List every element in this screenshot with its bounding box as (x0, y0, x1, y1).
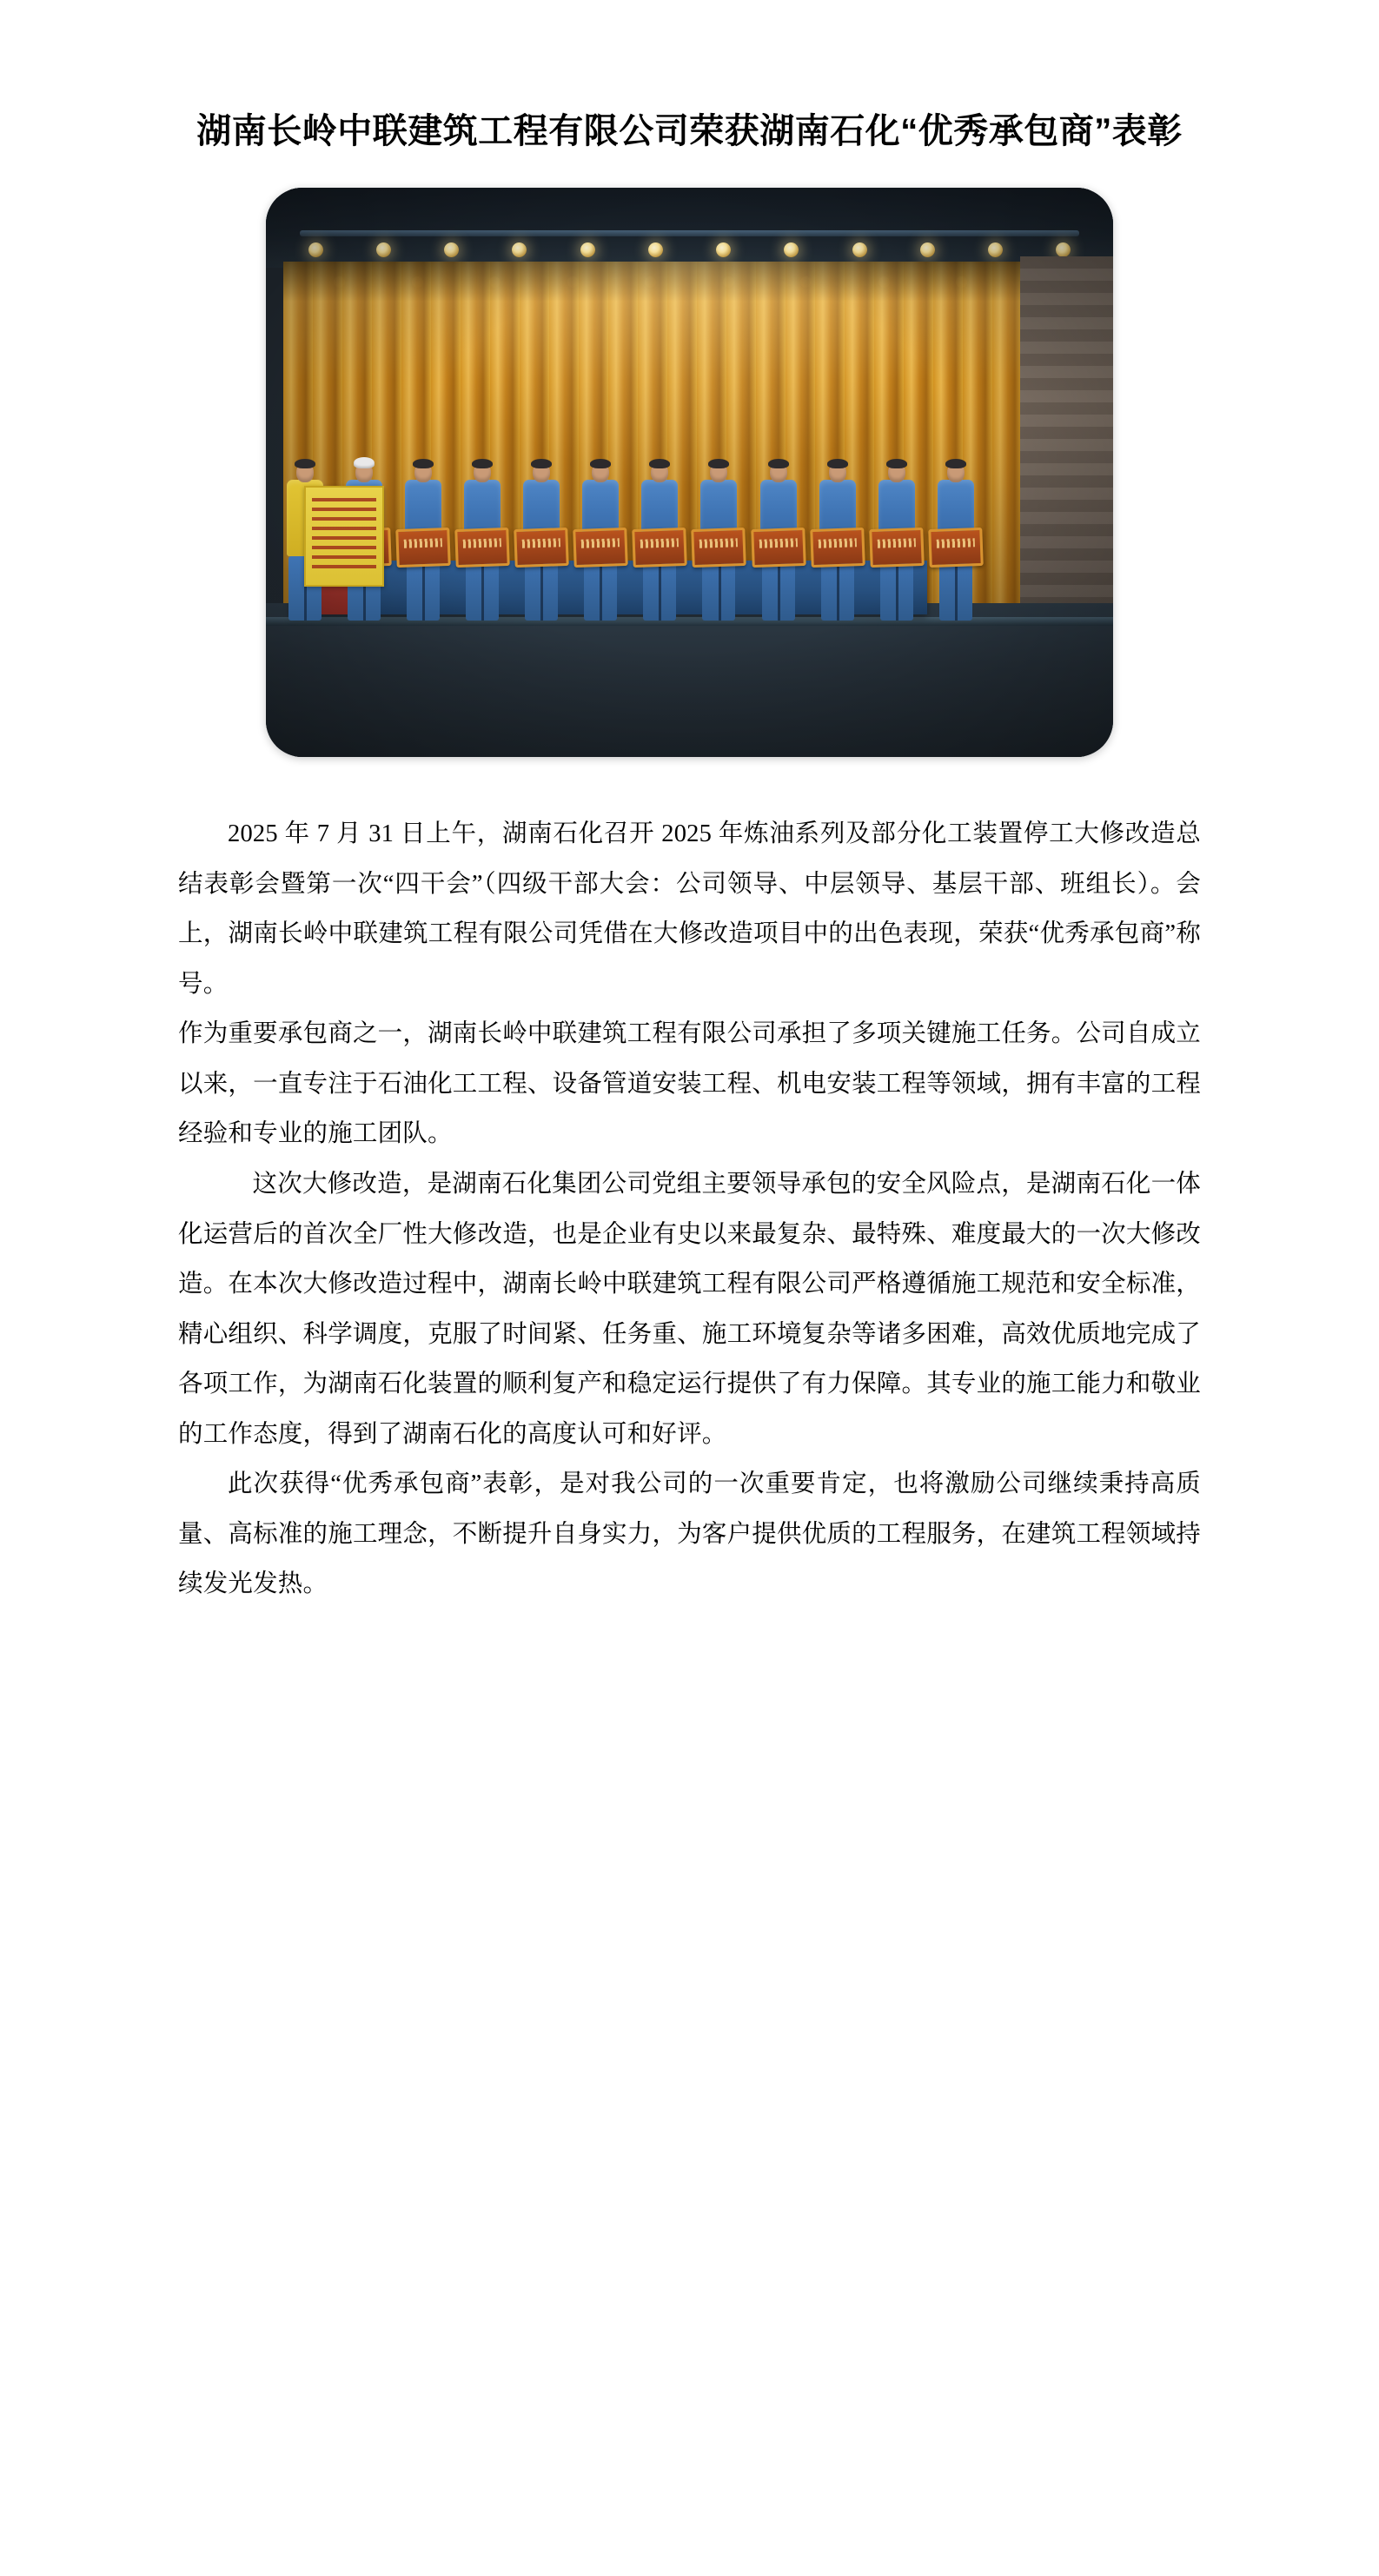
person-head (710, 462, 727, 482)
person-figure (520, 393, 563, 621)
stage-light-icon (512, 242, 527, 257)
person-figure (401, 393, 445, 621)
stage-light-icon (376, 242, 391, 257)
person-head (888, 462, 905, 482)
person-head (592, 462, 609, 482)
award-plaque (869, 528, 924, 568)
paragraph-2: 作为重要承包商之一，湖南长岭中联建筑工程有限公司承担了多项关键施工任务。公司自成立以来，一直专注于石油化工工程、设备管道安装工程、机电安装工程等领域，拥有丰富的工程经验和专业的施工团队。 (178, 1020, 1201, 1148)
stage-light-icon (988, 242, 1003, 257)
person-head (533, 462, 550, 482)
award-plaque (395, 528, 450, 568)
person-head (651, 462, 668, 482)
award-plaque (514, 528, 568, 568)
stage-light-icon (308, 242, 323, 257)
award-plaque (573, 528, 627, 568)
person-head (355, 462, 373, 482)
award-ceremony-photo (266, 188, 1113, 757)
photo-scene (266, 188, 1113, 757)
stage-light-icon (444, 242, 459, 257)
person-head (770, 462, 787, 482)
side-wall (1020, 256, 1113, 621)
award-plaque (928, 528, 983, 568)
stage-light-icon (784, 242, 799, 257)
stage-light-icon (580, 242, 595, 257)
stage-lights-row-1 (308, 239, 1071, 262)
award-plaque (692, 528, 746, 568)
stage-light-icon (920, 242, 935, 257)
person-head (474, 462, 491, 482)
person-figure (461, 393, 504, 621)
person-head (414, 462, 432, 482)
stage-floor (266, 603, 1113, 757)
award-plaque (810, 528, 865, 568)
person-figure (579, 393, 622, 621)
paragraph-4: 此次获得“优秀承包商”表彰，是对我公司的一次重要肯定，也将激励公司继续秉持高质量、高标准的施工理念，不断提升自身实力，为客户提供优质的工程服务，在建筑工程领域持续发光发热。 (178, 1471, 1201, 1598)
person-head (829, 462, 846, 482)
truss-bar-top (300, 230, 1079, 236)
curtain-top-shadow (283, 262, 1029, 302)
stage-light-icon (648, 242, 663, 257)
figure-container (178, 188, 1201, 757)
person-figure (816, 393, 859, 621)
article-body (178, 809, 1201, 1610)
person-head (296, 462, 314, 482)
person-figure (638, 393, 681, 621)
person-figure (757, 393, 800, 621)
paragraph-3: 这次大修改造，是湖南石化集团公司党组主要领导承包的安全风险点，是湖南石化一体化运营后的首次全厂性大修改造，也是企业有史以来最复杂、最特殊、难度最大的一次大修改造。在本次大修改造过程中，湖南长岭中联建筑工程有限公司严格遵循施工规范和安全标准，精心组织、科学调度，克服了时间紧、任务重、施工环境复杂等诸多困难，高效优质地完成了各项工作，为湖南石化装置的顺利复产和稳定运行提供了有力保障。其专业的施工能力和敬业的工作态度，得到了湖南石化的高度认可和好评。 (178, 1170, 1201, 1448)
stage-light-icon (852, 242, 867, 257)
page-title: 湖南长岭中联建筑工程有限公司荣获湖南石化“优秀承包商”表彰 (196, 112, 1183, 150)
award-plaque (454, 528, 509, 568)
person-figure (697, 393, 740, 621)
award-plaque (633, 528, 687, 568)
award-plaque (751, 528, 806, 568)
paragraph-1: 2025 年 7 月 31 日上午，湖南石化召开 2025 年炼油系列及部分化工装置停工大修改造总结表彰会暨第一次“四干会”（四级干部大会：公司领导、中层领导、基层干部、班组长）。会上，湖南长岭中联建筑工程有限公司凭借在大修改造项目中的出色表现，荣获“优秀承包商”称号。 (178, 820, 1201, 998)
person-figure (875, 393, 918, 621)
event-banner (304, 486, 384, 587)
stage-light-icon (716, 242, 731, 257)
person-head (947, 462, 965, 482)
award-recipients-row (283, 393, 978, 621)
person-figure (934, 393, 978, 621)
